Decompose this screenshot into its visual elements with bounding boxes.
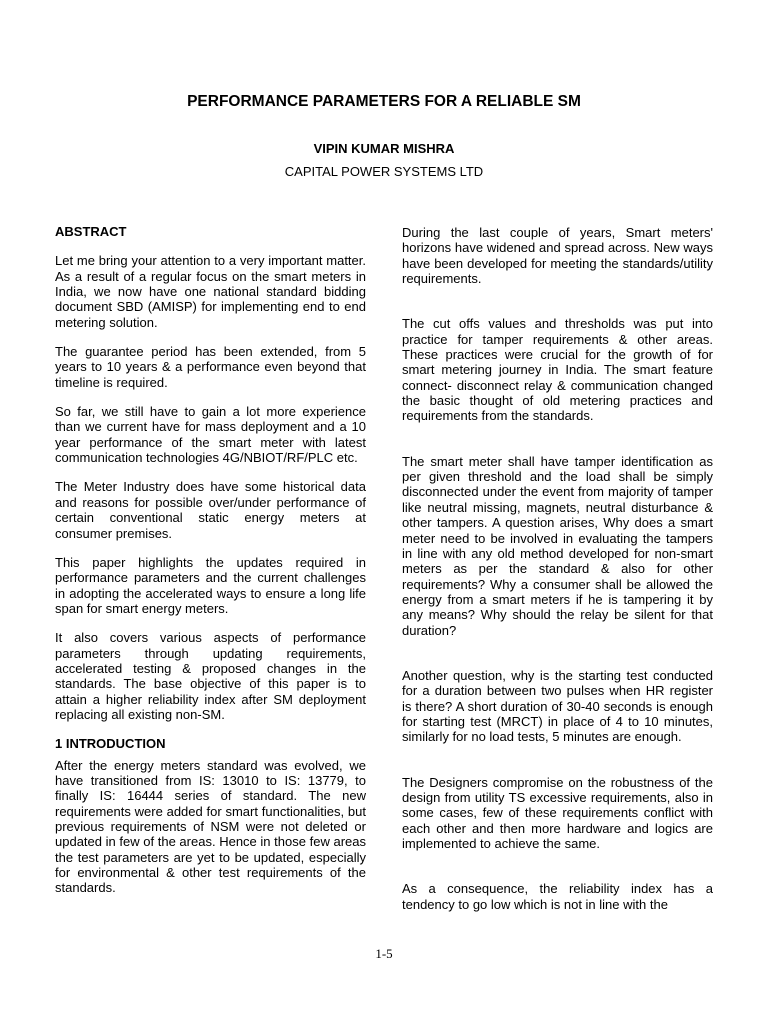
abstract-paragraph: The guarantee period has been extended, from 5 years to 10 years & a performance even beyond that timeline is required. [55, 344, 366, 390]
introduction-paragraph: After the energy meters standard was evolved, we have transitioned from IS: 13010 to IS: 13779, to finally IS: 16444 series of standard. The new requirements were added for smart functionalities, but previous requirements of NSM were not deleted or updated in few of the areas. Hence in those few areas the test parameters are yet to be updated, especially for environmental & other test requirements of the standards. [55, 757, 366, 896]
body-paragraph: The Designers compromise on the robustness of the design from utility TS excessive requirements, also in some cases, few of these requirements conflict with each other and then more hardware and logics are implemented to achieve the same. [402, 774, 713, 851]
abstract-paragraph: The Meter Industry does have some historical data and reasons for possible over/under performance of certain conventional static energy meters at consumer premises. [55, 479, 366, 541]
body-paragraph: The smart meter shall have tamper identification as per given threshold and the load shall be simply disconnected under the event from majority of tamper like neutral missing, magnets, neutral disturbance & other tampers. A question arises, Why does a smart meter need to be involved in evaluating the tampers in line with any old method developed for non-smart meters as per the standard & also for other requirements? Why a consumer shall be allowed the energy from a smart meters if he is tampering it by any means? Why should the relay be silent for that duration? [402, 453, 713, 638]
body-paragraph: Another question, why is the starting test conducted for a duration between two pulses when HR register is there? A short duration of 30-40 seconds is enough for starting test (MRCT) in place of 4 to 10 minutes, similarly for no load tests, 5 minutes are enough. [402, 667, 713, 745]
author-name: VIPIN KUMAR MISHRA [313, 141, 455, 156]
paper-title: PERFORMANCE PARAMETERS FOR A RELIABLE SM [187, 93, 581, 110]
abstract-paragraph: It also covers various aspects of performance parameters through updating requirements, accelerated testing & proposed changes in the standards. The base objective of this paper is to attain a higher reliability index after SM deployment replacing all existing non-SM. [55, 630, 366, 722]
body-paragraph: The cut offs values and thresholds was put into practice for tamper requirements & other areas. These practices were crucial for the growth of for smart metering journey in India. The smart feature connect- disconnect relay & communication changed the basic thought of old metering practices and requirements from the standards. [402, 316, 713, 424]
author-affiliation: CAPITAL POWER SYSTEMS LTD [284, 164, 484, 179]
left-column [55, 224, 366, 910]
abstract-paragraph: This paper highlights the updates required in performance parameters and the current challenges in adopting the accelerated ways to ensure a long life span for smart energy meters. [55, 554, 366, 616]
body-paragraph: During the last couple of years, Smart meters' horizons have widened and spread across. New ways have been developed for meeting the standards/utility requirements. [402, 225, 713, 287]
abstract-heading: ABSTRACT [55, 224, 127, 239]
introduction-heading: 1 INTRODUCTION [55, 736, 166, 752]
page-number: 1-5 [375, 946, 393, 961]
right-column [402, 225, 713, 942]
body-paragraph: As a consequence, the reliability index has a tendency to go low which is not in line with the [402, 881, 713, 912]
abstract-paragraph: So far, we still have to gain a lot more experience than we current have for mass deployment and a 10 year performance of the smart meter with latest communication technologies 4G/NBIOT/RF/PLC etc. [55, 404, 366, 466]
abstract-paragraph: Let me bring your attention to a very important matter. As a result of a regular focus on the smart meters in India, we now have one national standard bidding document SBD (AMISP) for implementing end to end metering solution. [55, 253, 366, 330]
